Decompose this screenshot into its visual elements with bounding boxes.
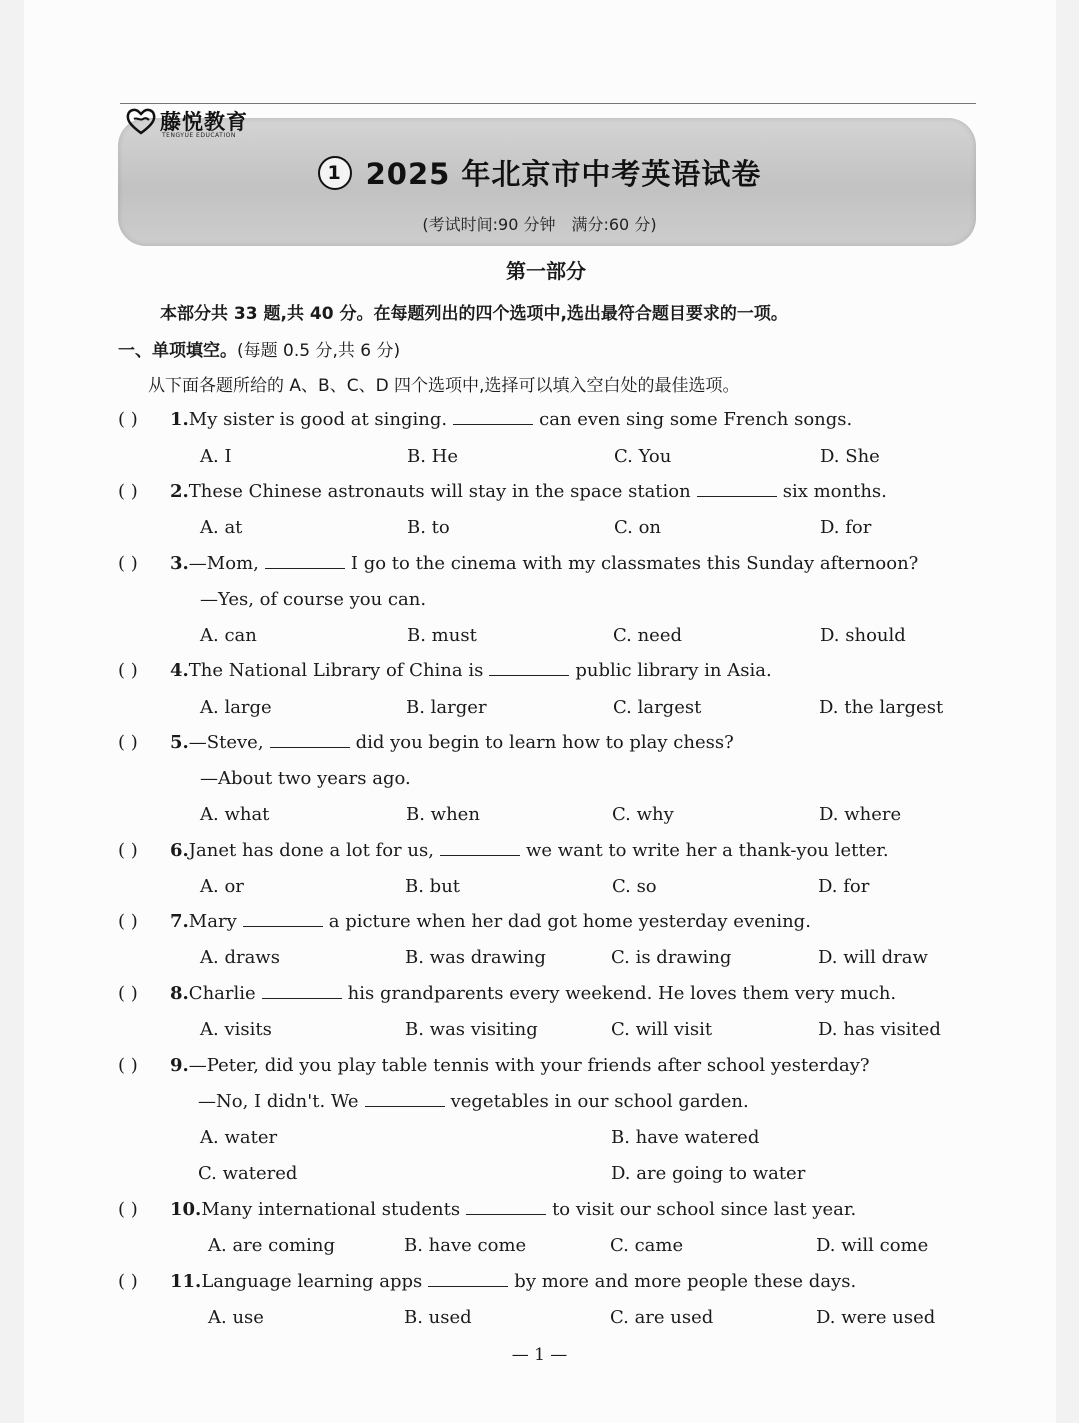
answer-blank xyxy=(265,554,345,569)
section-points: (每题 0.5 分,共 6 分) xyxy=(237,341,401,361)
answer-paren[interactable]: ( ) xyxy=(118,481,138,502)
question-text-after-blank: can even sing some French songs. xyxy=(539,409,853,430)
answer-blank xyxy=(453,410,533,425)
question-stem xyxy=(170,1199,856,1221)
answer-paren[interactable]: ( ) xyxy=(118,1271,138,1292)
answer-paren[interactable]: ( ) xyxy=(118,660,138,681)
question-stem xyxy=(170,983,896,1005)
answer-option[interactable]: C. You xyxy=(614,446,672,467)
question-text: —Mom, xyxy=(188,553,259,574)
answer-paren[interactable]: ( ) xyxy=(118,983,138,1004)
answer-option[interactable]: B. used xyxy=(404,1307,472,1328)
answer-option[interactable]: C. largest xyxy=(613,697,702,718)
question-text: These Chinese astronauts will stay in the space station xyxy=(188,481,691,502)
answer-paren[interactable]: ( ) xyxy=(118,1055,138,1076)
answer-blank xyxy=(489,661,569,676)
question-text: —Peter, did you play table tennis with your friends after school yesterday? xyxy=(188,1055,870,1076)
question-text-after-blank: a picture when her dad got home yesterday evening. xyxy=(328,911,811,932)
question-stem xyxy=(170,553,918,575)
answer-paren[interactable]: ( ) xyxy=(118,553,138,574)
question-stem xyxy=(170,1055,870,1077)
section-instruction: 从下面各题所给的 A、B、C、D 四个选项中,选择可以填入空白处的最佳选项。 xyxy=(148,376,740,396)
question-stem xyxy=(170,732,734,754)
question-stem xyxy=(170,840,889,862)
answer-option[interactable]: D. should xyxy=(820,625,906,646)
question-stem xyxy=(170,660,772,682)
question-dialog-line xyxy=(198,1091,749,1113)
answer-option[interactable]: C. so xyxy=(612,876,657,897)
logo-text: 藤悦教育 xyxy=(160,110,248,134)
question-number: 3. xyxy=(170,553,189,574)
answer-blank xyxy=(262,984,342,999)
question-text: The National Library of China is xyxy=(188,660,484,681)
answer-option[interactable]: B. He xyxy=(407,446,459,467)
answer-option[interactable]: B. to xyxy=(407,517,450,538)
answer-option[interactable]: C. are used xyxy=(610,1307,714,1328)
question-text: —Steve, xyxy=(188,732,264,753)
dialog-text: —No, I didn't. We xyxy=(198,1091,359,1112)
part-intro: 本部分共 33 题,共 40 分。在每题列出的四个选项中,选出最符合题目要求的一项。 xyxy=(160,304,788,324)
question-number: 5. xyxy=(170,732,189,753)
answer-option[interactable]: A. water xyxy=(200,1127,278,1148)
answer-option[interactable]: D. for xyxy=(818,876,870,897)
answer-option[interactable]: A. or xyxy=(200,876,244,897)
question-text: Many international students xyxy=(201,1199,461,1220)
answer-option[interactable]: C. came xyxy=(610,1235,684,1256)
question-number: 1. xyxy=(170,409,189,430)
answer-paren[interactable]: ( ) xyxy=(118,911,138,932)
answer-option[interactable]: A. what xyxy=(200,804,270,825)
answer-option[interactable]: A. I xyxy=(200,446,232,467)
answer-blank xyxy=(697,482,777,497)
answer-option[interactable]: C. is drawing xyxy=(611,947,732,968)
question-number: 6. xyxy=(170,840,189,861)
answer-blank xyxy=(365,1092,445,1107)
answer-option[interactable]: C. why xyxy=(612,804,674,825)
answer-paren[interactable]: ( ) xyxy=(118,732,138,753)
answer-option[interactable]: B. was visiting xyxy=(405,1019,538,1040)
question-number: 7. xyxy=(170,911,189,932)
exam-info: (考试时间:90 分钟 满分:60 分) xyxy=(422,215,657,234)
question-text-after-blank: did you begin to learn how to play chess? xyxy=(355,732,734,753)
answer-option[interactable]: D. where xyxy=(819,804,902,825)
question-dialog-line xyxy=(200,589,426,611)
answer-option[interactable]: B. must xyxy=(407,625,477,646)
answer-option[interactable]: A. can xyxy=(200,625,257,646)
logo-subtext: TENGYUE EDUCATION xyxy=(162,132,236,139)
answer-option[interactable]: D. were used xyxy=(816,1307,936,1328)
question-text-after-blank: public library in Asia. xyxy=(575,660,772,681)
top-rule xyxy=(120,103,976,104)
question-text-after-blank: his grandparents every weekend. He loves them very much. xyxy=(347,983,897,1004)
answer-blank xyxy=(243,912,323,927)
answer-paren[interactable]: ( ) xyxy=(118,840,138,861)
question-dialog-line xyxy=(200,768,411,790)
answer-option[interactable]: A. are coming xyxy=(208,1235,336,1256)
question-number: 4. xyxy=(170,660,189,681)
question-text-after-blank: I go to the cinema with my classmates this Sunday afternoon? xyxy=(350,553,919,574)
question-number: 2. xyxy=(170,481,189,502)
question-text: Charlie xyxy=(188,983,256,1004)
exam-title-text: 2025 年北京市中考英语试卷 xyxy=(365,157,762,191)
answer-option[interactable]: D. has visited xyxy=(818,1019,941,1040)
answer-option[interactable]: B. have come xyxy=(404,1235,527,1256)
answer-option[interactable]: B. have watered xyxy=(611,1127,760,1148)
answer-option[interactable]: B. but xyxy=(405,876,461,897)
answer-option[interactable]: A. use xyxy=(208,1307,264,1328)
answer-option[interactable]: B. when xyxy=(406,804,480,825)
answer-option[interactable]: A. at xyxy=(200,517,243,538)
answer-option[interactable]: A. visits xyxy=(200,1019,272,1040)
answer-option[interactable]: C. need xyxy=(613,625,682,646)
question-text-after-blank: by more and more people these days. xyxy=(514,1271,857,1292)
answer-option[interactable]: C. on xyxy=(614,517,662,538)
answer-option[interactable]: D. for xyxy=(820,517,872,538)
question-text: My sister is good at singing. xyxy=(188,409,448,430)
answer-blank xyxy=(466,1200,546,1215)
question-number: 10. xyxy=(170,1199,202,1220)
heart-logo-icon xyxy=(126,107,156,135)
answer-blank xyxy=(440,841,520,856)
question-text-after-blank: we want to write her a thank-you letter. xyxy=(525,840,889,861)
dialog-text: —About two years ago. xyxy=(200,768,411,789)
paper-number: 1 xyxy=(318,156,352,190)
section-heading: 一、单项填空。 xyxy=(118,341,237,361)
question-text-after-blank: to visit our school since last year. xyxy=(552,1199,857,1220)
question-stem xyxy=(170,911,811,933)
question-text: Mary xyxy=(188,911,237,932)
question-stem xyxy=(170,481,887,503)
page-number: — 1 — xyxy=(511,1345,568,1365)
question-number: 11. xyxy=(170,1271,202,1292)
answer-option[interactable]: D. the largest xyxy=(819,697,944,718)
question-stem xyxy=(170,1271,856,1293)
question-text: Janet has done a lot for us, xyxy=(188,840,434,861)
answer-option[interactable]: D. She xyxy=(820,446,880,467)
answer-paren[interactable]: ( ) xyxy=(118,1199,138,1220)
answer-blank xyxy=(270,733,350,748)
dialog-text: —Yes, of course you can. xyxy=(200,589,427,610)
answer-option[interactable]: D. are going to water xyxy=(611,1163,806,1184)
question-number: 8. xyxy=(170,983,189,1004)
answer-option[interactable]: A. large xyxy=(200,697,272,718)
answer-option[interactable]: B. larger xyxy=(406,697,487,718)
question-stem xyxy=(170,409,852,431)
exam-title xyxy=(0,152,1079,193)
answer-option[interactable]: C. watered xyxy=(198,1163,298,1184)
question-number: 9. xyxy=(170,1055,189,1076)
answer-option[interactable]: C. will visit xyxy=(611,1019,713,1040)
answer-option[interactable]: B. was drawing xyxy=(405,947,546,968)
answer-paren[interactable]: ( ) xyxy=(118,409,138,430)
answer-option[interactable]: A. draws xyxy=(200,947,280,968)
dialog-text-after-blank: vegetables in our school garden. xyxy=(450,1091,749,1112)
answer-blank xyxy=(428,1272,508,1287)
part-title: 第一部分 xyxy=(506,259,586,283)
question-text: Language learning apps xyxy=(201,1271,423,1292)
answer-option[interactable]: D. will draw xyxy=(818,947,928,968)
section-title xyxy=(118,336,400,361)
answer-option[interactable]: D. will come xyxy=(816,1235,929,1256)
question-text-after-blank: six months. xyxy=(782,481,887,502)
